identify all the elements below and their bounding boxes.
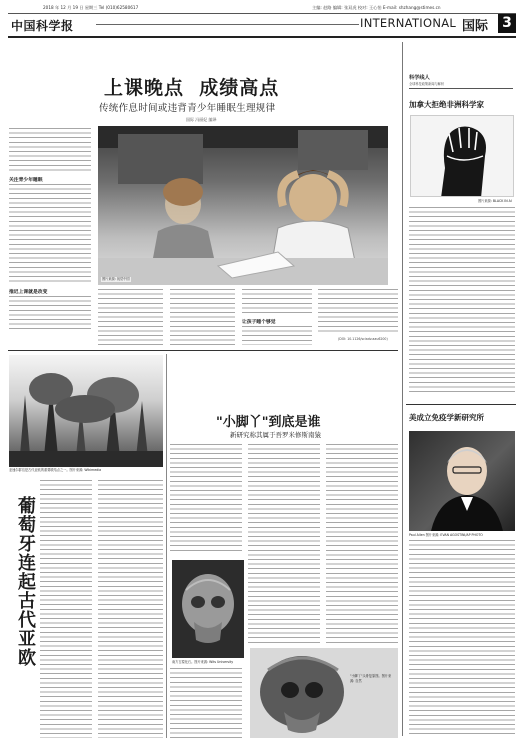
lead-subheadline: 传统作息时间或违背青少年睡眠生理规律 xyxy=(99,103,276,114)
portugal-text-col2 xyxy=(98,480,163,738)
sidebar-bottom-rule xyxy=(406,404,516,405)
classroom-photo-caption: 图片来源: 视觉中国 xyxy=(102,277,130,281)
sidebar-label-rule xyxy=(409,88,513,89)
sidebar-text xyxy=(409,207,515,393)
trees-photo xyxy=(9,355,163,467)
lead-section2-head: 推迟上课就是改变 xyxy=(9,289,48,295)
research-text xyxy=(409,540,515,738)
fossil-skull-illustration xyxy=(172,560,244,658)
lead-col1-text xyxy=(9,128,91,174)
top-rule xyxy=(8,13,516,14)
lead-section3-head: 让孩子睡个够觉 xyxy=(242,319,276,325)
lead-byline: 国际 冯丽妃 编译 xyxy=(186,117,217,122)
lead-col4-text xyxy=(242,289,312,315)
date-line: 2018 年 12 月 19 日 星期三 Tel (010)62580617 xyxy=(43,5,139,10)
middle-vertical-rule xyxy=(166,354,167,738)
forest-illustration xyxy=(9,355,163,467)
little-foot-text-col2 xyxy=(248,444,320,644)
little-foot-text-col3 xyxy=(326,444,398,644)
lead-bottom-rule xyxy=(8,350,398,351)
research-headline: 美成立免疫学新研究所 xyxy=(409,413,484,422)
skull-model-photo xyxy=(250,648,398,738)
lead-col1-text-3 xyxy=(9,296,91,332)
section-title-en: INTERNATIONAL xyxy=(360,16,457,30)
sidebar-photo-caption: 图片来源: BLACK IN AI xyxy=(478,199,512,203)
trees-photo-caption: 亚速尔群岛是古代亚欧的重要联结点之一。图片来源: Wikimedia xyxy=(9,468,102,472)
sidebar-column-sub: 全球科技政策新闻与解析 xyxy=(409,82,445,86)
little-foot-subheadline: 新研究称其属于吾罗米修斯南猿 xyxy=(230,431,321,439)
little-foot-headline: "小脚丫"到底是谁 xyxy=(216,415,321,430)
classroom-photo xyxy=(98,126,388,285)
lead-col2-text xyxy=(98,289,163,345)
lead-col5-text xyxy=(318,289,398,335)
sidebar-headline: 加拿大拒绝非洲科学家 xyxy=(409,100,484,109)
masthead-bottom-rule xyxy=(8,36,516,38)
little-foot-text-col1 xyxy=(170,444,242,554)
paul-allen-photo xyxy=(409,431,515,531)
page-number-badge: 3 xyxy=(498,14,516,33)
fossil-skull-caption: 南方古猿化石。图片来源: Wits University xyxy=(172,660,234,664)
sidebar-column-label: 科学线人 xyxy=(409,75,430,81)
classroom-illustration xyxy=(98,126,388,285)
logo: 中国科学报 xyxy=(11,19,74,33)
portugal-text-col1 xyxy=(40,480,92,738)
section-rule xyxy=(96,24,359,25)
fist-poster-photo xyxy=(410,115,514,197)
lead-doi: (DOI: 10.1126/sciadv.aau6200) xyxy=(338,337,388,341)
research-photo-caption: Paul Allen 图片来源: EVAN AGOSTINI/AP PHOTO xyxy=(409,533,483,537)
portugal-vertical-headline: 葡萄牙连起古代亚欧 xyxy=(15,496,36,667)
lead-headline: 上课晚点 成绩高点 xyxy=(104,77,280,99)
lead-col4-text-2 xyxy=(242,326,312,345)
section-title-cn: 国际 xyxy=(462,19,489,34)
portrait-illustration xyxy=(409,431,515,531)
little-foot-text-col1-b xyxy=(170,668,242,738)
lead-section1-head: 关注青少年睡眠 xyxy=(9,177,43,183)
skull-model-caption: "小脚丫"头骨复原图。图片来源: 自然 xyxy=(350,674,392,683)
raised-fist-illustration xyxy=(411,116,514,197)
fossil-skull-photo xyxy=(172,560,244,658)
skull-model-illustration xyxy=(250,648,398,738)
editors-line: 主编: 赵路 编辑: 张双虎 校对: 王心怡 E-mail: shzhang@stimes.cn xyxy=(312,5,441,10)
lead-col1-text-2 xyxy=(9,184,91,284)
sidebar-divider xyxy=(402,42,403,736)
lead-col3-text xyxy=(170,289,235,345)
